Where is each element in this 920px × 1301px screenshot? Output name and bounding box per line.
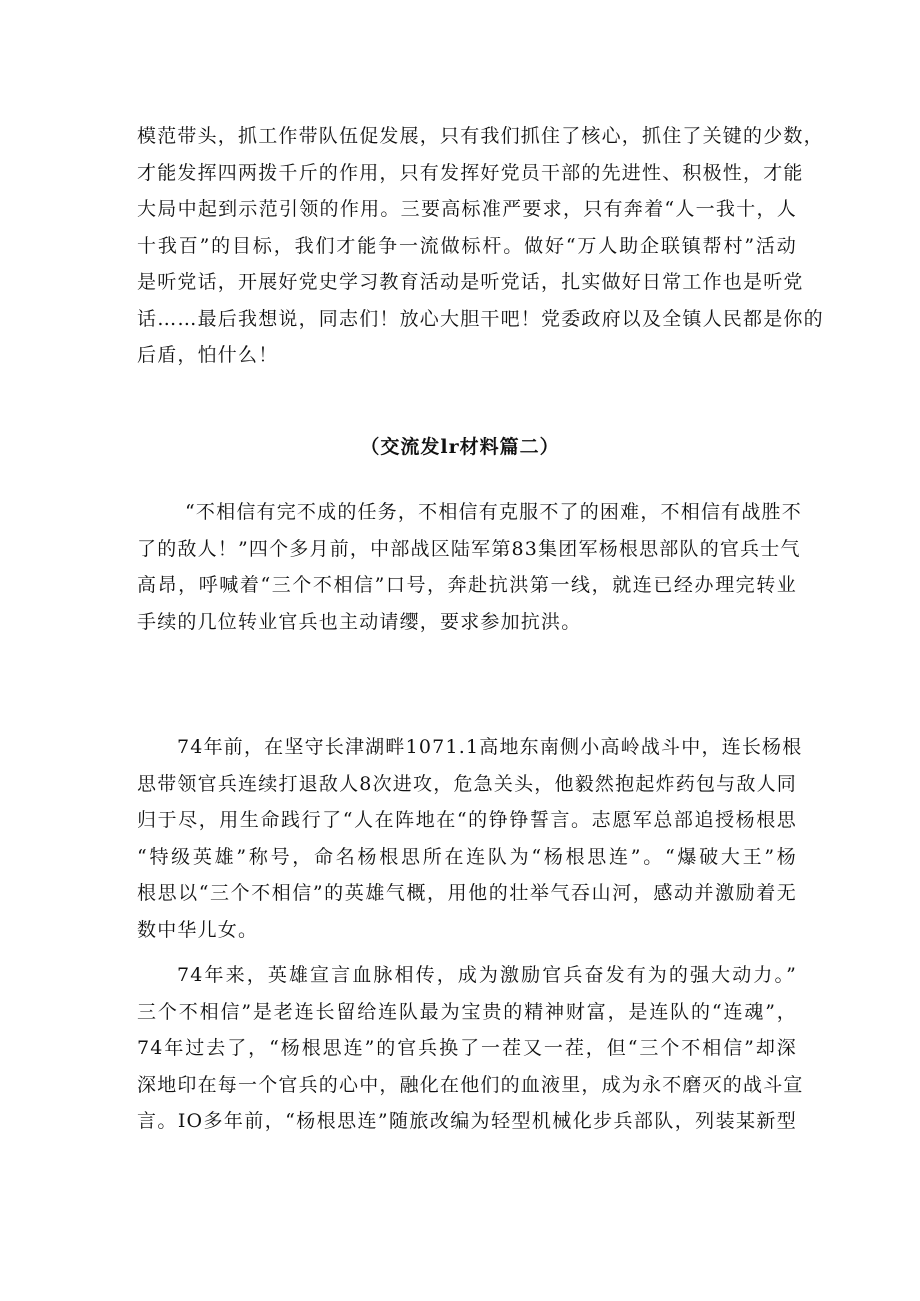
text-line: 74年过去了，“杨根思连”的官兵换了一茬又一茬，但“三个不相信”却深 bbox=[137, 1037, 797, 1059]
text-line: 才能发挥四两拨千斤的作用，只有发挥好党员干部的先进性、积极性，才能 bbox=[137, 161, 804, 184]
text-line: 了的敌人！”四个多月前，中部战区陆军第83集团军杨根思部队的官兵士气 bbox=[137, 537, 801, 560]
text-line: 高昂，呼喊着“三个不相信”口号，奔赴抗洪第一线，就连已经办理完转业 bbox=[137, 574, 797, 596]
text-line: 74年前，在坚守长津湖畔1071.1高地东南侧小高岭战斗中，连长杨根 bbox=[177, 736, 803, 758]
text-line: 是听党话，开展好党史学习教育活动是听党话，扎实做好日常工作也是听党 bbox=[137, 271, 804, 293]
text-line: “不相信有完不成的任务，不相信有克服不了的困难，不相信有战胜不 bbox=[185, 501, 802, 523]
text-line: 手续的几位转业官兵也主动请缨，要求参加抗洪。 bbox=[137, 610, 582, 633]
paragraph-3 bbox=[137, 729, 803, 948]
text-line: 十我百”的目标，我们才能争一流做标杆。做好“万人助企联镇帮村”活动 bbox=[137, 234, 797, 257]
text-line: 深地印在每一个官兵的心中，融化在他们的血液里，成为永不磨灭的战斗宣 bbox=[137, 1073, 804, 1096]
paragraph-2 bbox=[137, 494, 802, 640]
text-line: 三个不相信”是老连长留给连队最为宝贵的精神财富，是连队的“连魂”， bbox=[137, 1000, 797, 1023]
paragraph-4 bbox=[137, 957, 804, 1140]
section-heading: （交流发lr材料篇二） bbox=[360, 436, 560, 458]
text-line: 根思以“三个不相信”的英雄气概，用他的壮举气吞山河，感动并激励着无 bbox=[137, 882, 797, 904]
text-line: 后盾，怕什么！ bbox=[137, 344, 279, 366]
text-line: 大局中起到示范引领的作用。三要高标准严要求，只有奔着“人一我十，人 bbox=[137, 198, 797, 220]
text-line: 74年来，英雄宣言血脉相传，成为激励官兵奋发有为的强大动力。” bbox=[177, 964, 797, 986]
text-line: 数中华儿女。 bbox=[137, 918, 259, 941]
text-line: “特级英雄”称号，命名杨根思所在连队为“杨根思连”。“爆破大王”杨 bbox=[137, 845, 797, 868]
text-line: 模范带头，抓工作带队伍促发展，只有我们抓住了核心，抓住了关键的少数， bbox=[137, 125, 824, 147]
text-line: 话……最后我想说，同志们！放心大胆干吧！党委政府以及全镇人民都是你的 bbox=[137, 307, 824, 330]
text-line: 思带领官兵连续打退敌人8次进攻，危急关头，他毅然抱起炸药包与敌人同 bbox=[137, 772, 797, 795]
paragraph-1 bbox=[137, 118, 824, 374]
text-line: 言。IO多年前，“杨根思连”随旅改编为轻型机械化步兵部队，列装某新型 bbox=[137, 1110, 797, 1132]
text-line: 归于尽，用生命践行了“人在阵地在“的铮铮誓言。志愿军总部追授杨根思 bbox=[137, 809, 797, 831]
